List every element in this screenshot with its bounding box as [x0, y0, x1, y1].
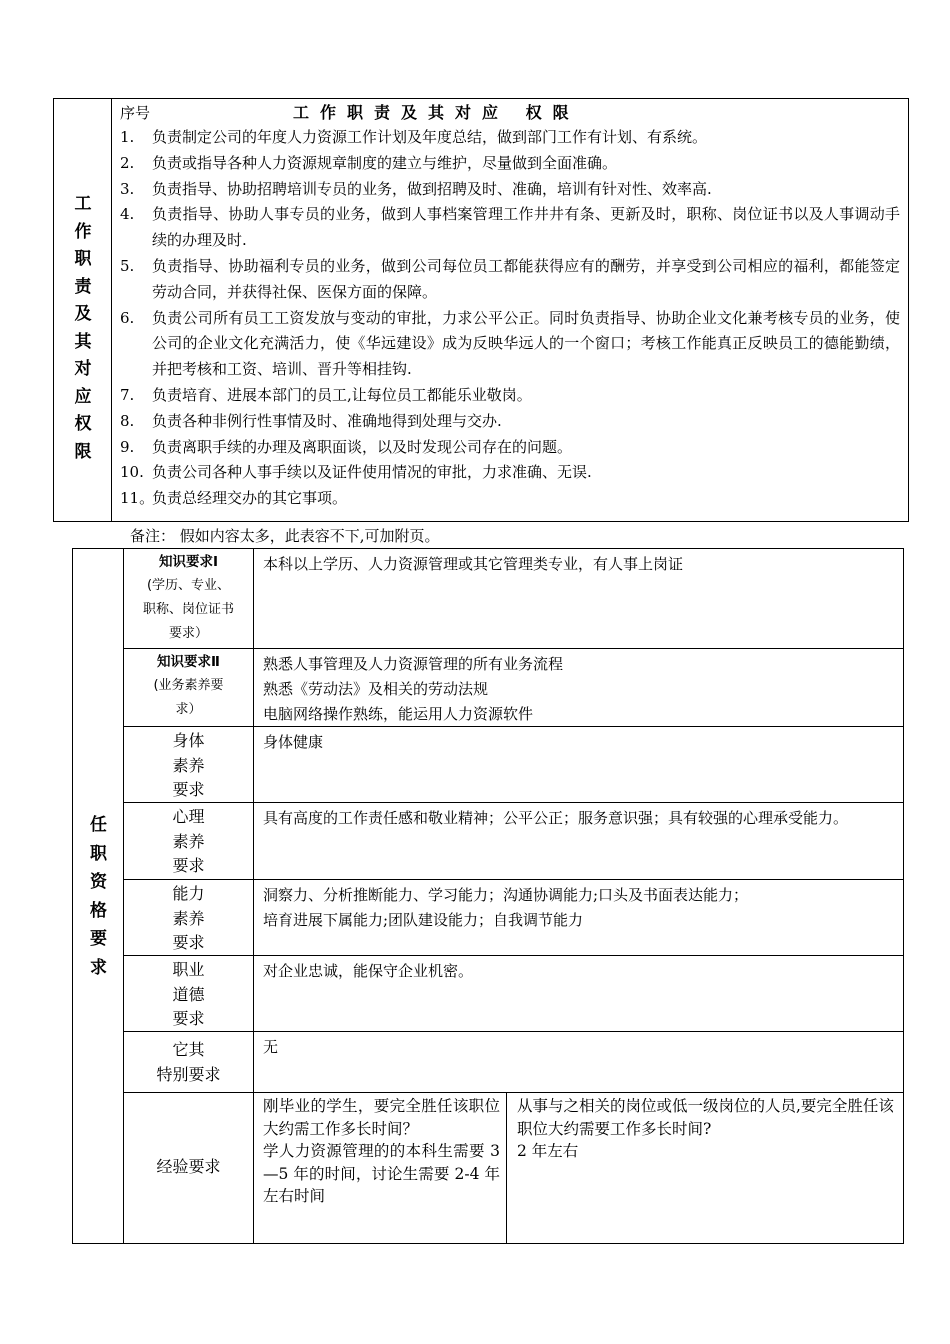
body-row	[124, 727, 903, 803]
duty-item	[120, 306, 900, 383]
knowledge2-value	[254, 649, 903, 726]
duty-text: 负责公司所有员工工资发放与变动的审批，力求公平公正。同时负责指导、协助企业文化兼考核专员的业务，使公司的企业文化充满活力，使《华远建设》成为反映华远人的一个窗口；考核工作能真正反映员工的德能勤绩，并把考核和工资、培训、晋升等相挂钩.	[152, 308, 900, 379]
duty-item	[120, 202, 900, 254]
experience-related-line: 从事与之相关的岗位或低一级岗位的人员,要完全胜任该职位大约需要工作多长时间?	[517, 1097, 894, 1138]
duties-side-char: 作	[74, 221, 92, 242]
experience-label-cell	[124, 1093, 254, 1243]
ethics-label-cell	[124, 956, 254, 1031]
ability-label-line: 能力	[172, 884, 205, 903]
qual-side-char: 格	[90, 900, 107, 921]
duty-number: 2.	[120, 153, 135, 172]
duty-text: 负责离职手续的办理及离职面谈，以及时发现公司存在的问题。	[152, 437, 573, 456]
experience-row	[124, 1093, 903, 1243]
duty-number: 9.	[120, 437, 135, 456]
duties-side-header	[54, 99, 112, 521]
ability-label-cell	[124, 880, 254, 955]
ability-label-line: 要求	[172, 933, 205, 952]
ability-label	[124, 880, 253, 956]
knowledge1-sub	[124, 574, 253, 646]
qual-side-char: 资	[90, 872, 107, 892]
ethics-row	[124, 956, 903, 1032]
duty-item	[120, 486, 900, 512]
body-label-line: 素养	[172, 755, 205, 775]
qual-side-char: 任	[90, 815, 107, 835]
ethics-label-line: 职业	[172, 960, 205, 979]
experience-label: 经验要求	[156, 1157, 221, 1176]
duty-item	[120, 254, 900, 306]
other-label-cell	[124, 1032, 254, 1092]
mind-row	[124, 803, 903, 880]
duty-item	[120, 460, 900, 486]
knowledge2-line: 电脑网络操作熟练，能运用人力资源软件	[263, 705, 534, 723]
duty-item	[120, 409, 900, 435]
qual-side-char: 职	[90, 843, 107, 864]
knowledge1-sub-line: 职称、岗位证书	[142, 602, 234, 617]
experience-graduate-line: 刚毕业的学生，要完全胜任该职位大约需工作多长时间？	[263, 1097, 500, 1138]
experience-related	[507, 1093, 903, 1243]
duty-number: 3.	[120, 179, 135, 198]
qualifications-side-header	[73, 549, 124, 1243]
duties-side-char: 限	[74, 441, 92, 462]
seq-header: 序号	[120, 104, 151, 122]
other-value: 无	[263, 1038, 279, 1056]
experience-related-line: 2 年左右	[517, 1142, 579, 1160]
knowledge2-line: 熟悉《劳动法》及相关的劳动法规	[263, 680, 489, 698]
experience-graduate-line: 学人力资源管理的的本科生需要 3—5 年的时间，讨论生需要 2-4 年左右时间	[263, 1142, 500, 1205]
mind-label-line: 心理	[172, 807, 205, 826]
duty-number: 1.	[120, 128, 135, 146]
other-label-line: 特别要求	[156, 1064, 221, 1084]
knowledge2-sub-line: 求）	[175, 702, 202, 717]
knowledge1-sub-line: (学历、专业、	[146, 578, 231, 593]
ability-line: 培育进展下属能力;团队建设能力；自我调节能力	[263, 911, 584, 929]
mind-label-line: 素养	[172, 831, 205, 851]
body-label-line: 要求	[172, 780, 205, 799]
knowledge2-row	[124, 649, 903, 727]
duty-item	[120, 151, 900, 177]
duties-table	[53, 98, 909, 522]
duty-number: 6.	[120, 308, 135, 327]
other-label-line: 它其	[172, 1040, 205, 1059]
duties-side-char: 应	[74, 386, 92, 407]
duty-text: 负责培育、进展本部门的员工,让每位员工都能乐业敬岗。	[152, 385, 532, 404]
knowledge1-label: 知识要求Ⅰ	[158, 554, 219, 570]
other-label	[124, 1032, 253, 1087]
duties-list	[120, 125, 900, 512]
mind-label	[124, 803, 253, 879]
duties-side-char: 对	[74, 359, 92, 379]
duty-text: 负责各种非例行性事情及时、准确地得到处理与交办.	[152, 411, 502, 430]
mind-label-cell	[124, 803, 254, 879]
ethics-label-line: 道德	[172, 984, 205, 1004]
knowledge1-row	[124, 549, 903, 649]
knowledge2-line: 熟悉人事管理及人力资源管理的所有业务流程	[263, 655, 564, 673]
note-text: 备注： 假如内容太多，此表容不下,可加附页。	[130, 527, 440, 545]
knowledge2-sub	[124, 674, 253, 722]
mind-label-line: 要求	[172, 856, 205, 875]
knowledge2-label: 知识要求Ⅱ	[157, 654, 220, 670]
duty-number: 4.	[120, 205, 135, 224]
ability-row	[124, 880, 903, 956]
body-value: 身体健康	[263, 733, 324, 751]
duties-content	[112, 99, 908, 521]
knowledge1-sub-line: 要求）	[168, 626, 208, 641]
duties-side-title	[54, 191, 112, 466]
duty-text: 负责制定公司的年度人力资源工作计划及年度总结，做到部门工作有计划、有系统。	[152, 128, 708, 146]
duties-side-char: 及	[74, 304, 92, 324]
ethics-value: 对企业忠诚，能保守企业机密。	[263, 962, 474, 980]
duty-number: 11。	[120, 489, 155, 508]
ethics-label	[124, 956, 253, 1032]
duty-number: 7.	[120, 385, 135, 404]
ability-value	[254, 880, 903, 955]
duty-text: 负责指导、协助招聘培训专员的业务，做到招聘及时、准确，培训有针对性、效率高.	[152, 179, 712, 198]
duties-title: 工作职责及其对应 权限	[293, 103, 580, 122]
knowledge2-sub-line: (业务素养要	[153, 678, 224, 693]
duties-side-char: 工	[74, 194, 92, 214]
ethics-label-line: 要求	[172, 1009, 205, 1028]
body-label-cell	[124, 727, 254, 802]
ability-label-line: 素养	[172, 908, 205, 928]
body-label	[124, 727, 253, 803]
ability-line: 洞察力、分析推断能力、学习能力；沟通协调能力;口头及书面表达能力；	[263, 886, 749, 904]
qual-side-char: 求	[90, 957, 107, 978]
duty-item	[120, 435, 900, 461]
duties-side-char: 责	[74, 276, 92, 297]
duty-text: 负责指导、协助福利专员的业务，做到公司每位员工都能获得应有的酬劳，并享受到公司相应的福利，都能签定劳动合同，并获得社保、医保方面的保障。	[152, 256, 900, 301]
knowledge2-label-cell	[124, 649, 254, 726]
duties-side-char: 其	[74, 331, 92, 352]
mind-value: 具有高度的工作责任感和敬业精神；公平公正；服务意识强；具有较强的心理承受能力。	[263, 809, 849, 827]
duties-side-char: 权	[74, 414, 92, 434]
knowledge1-label-cell	[124, 549, 254, 648]
knowledge1-value: 本科以上学历、人力资源管理或其它管理类专业，有人事上岗证	[263, 555, 684, 573]
duty-text: 负责总经理交办的其它事项。	[152, 489, 348, 508]
duty-item	[120, 125, 900, 151]
qual-side-char: 要	[90, 929, 107, 949]
other-row	[124, 1032, 903, 1093]
duties-header-row	[120, 101, 908, 125]
qualifications-table	[72, 548, 904, 1244]
duty-item	[120, 177, 900, 203]
duties-side-char: 职	[74, 249, 92, 269]
duty-text: 负责公司各种人事手续以及证件使用情况的审批，力求准确、无误.	[152, 463, 592, 482]
body-label-line: 身体	[172, 731, 205, 750]
duty-number: 10.	[120, 463, 144, 482]
duty-number: 8.	[120, 411, 135, 430]
duty-text: 负责指导、协助人事专员的业务，做到人事档案管理工作井井有条、更新及时，职称、岗位证书以及人事调动手续的办理及时.	[152, 205, 900, 250]
duty-number: 5.	[120, 256, 135, 275]
qualifications-side-title	[73, 811, 124, 982]
duty-text: 负责或指导各种人力资源规章制度的建立与维护，尽量做到全面准确。	[152, 153, 618, 172]
experience-graduate	[254, 1093, 507, 1243]
duty-item	[120, 383, 900, 409]
